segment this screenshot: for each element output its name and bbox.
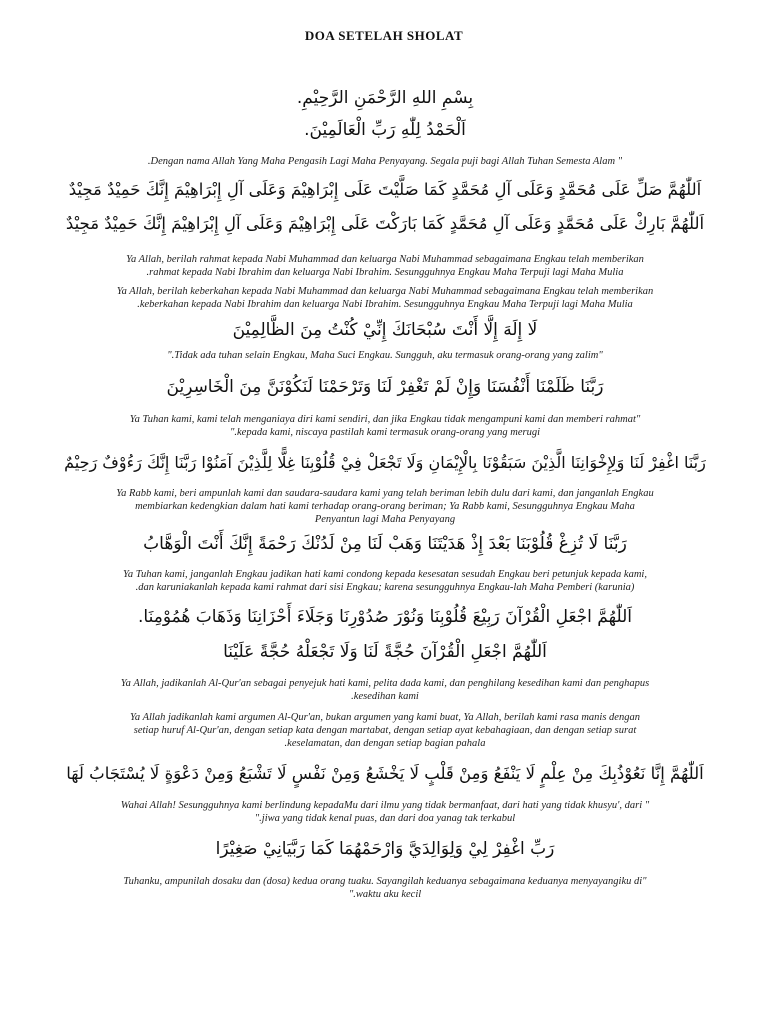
translation-line: ".waktu aku kecil <box>348 889 422 900</box>
arabic-prayer-line: بِسْمِ اللهِ الرَّحْمَنِ الرَّحِيْمِ. <box>296 88 474 108</box>
arabic-prayer-line: اَللّٰهُمَّ اجْعَلِ الْقُرْآنَ رَبِيْعَ قُلُوْبِنَا وَنُوْرَ صُدُوْرِنَا وَجَلَاءَ أَحْزَانِنَا وَذَهَابَ هُمُوْمِنَا. <box>138 607 632 627</box>
translation-line: .Dengan nama Allah Yang Maha Pengasih Lagi Maha Penyayang. Segala puji bagi Allah Tuhan Semesta Alam " <box>147 156 623 167</box>
translation-line: .dan karuniakanlah kepada kami rahmat dari sisi Engkau; karena sesungguhnya Engkau-lah Maha Pemberi (karunia) <box>135 582 635 593</box>
arabic-prayer-line: رَبَّنَا ظَلَمْنَا أَنْفُسَنَا وَإِنْ لَمْ تَغْفِرْ لَنَا وَتَرْحَمْنَا لَنَكُوْنَنَّ مِنَ الْخَاسِرِيْنَ <box>166 377 604 397</box>
translation-line: setiap huruf Al-Qur'an, dengan setiap kata dengan martabat, dengan setiap ayat kebahagiaan, dan dengan setiap surat <box>133 725 637 736</box>
translation-line: ".kepada kami, niscaya pastilah kami termasuk orang-orang yang merugi <box>229 427 541 438</box>
arabic-prayer-line: اَلْحَمْدُ لِلّٰهِ رَبِّ الْعَالَمِيْنَ. <box>304 120 466 140</box>
translation-line: ".Tidak ada tuhan selain Engkau, Maha Suci Engkau. Sungguh, aku termasuk orang-orang yang zalim" <box>167 350 603 361</box>
translation-line: membiarkan kedengkian dalam hati kami terhadap orang-orang beriman; Ya Rabb kami, Sesungguhnya Engkau Maha <box>135 501 635 512</box>
translation-line: .kesedihan kami <box>351 691 419 702</box>
translation-line: ".jiwa yang tidak kenal puas, dan dari doa yanag tak terkabul <box>254 813 516 824</box>
arabic-prayer-line: لَا إِلَهَ إِلَّا أَنْتَ سُبْحَانَكَ إِنِّيْ كُنْتُ مِنَ الظَّالِمِيْنَ <box>232 320 538 340</box>
page-title: DOA SETELAH SHOLAT <box>304 28 464 43</box>
arabic-prayer-line: رَبِّ اغْفِرْ لِيْ وَلِوَالِدَيَّ وَارْحَمْهُمَا كَمَا رَبَّيَانِيْ صَغِيْرًا <box>215 839 555 859</box>
arabic-prayer-line: اَللّٰهُمَّ صَلِّ عَلَى مُحَمَّدٍ وَعَلَى آلِ مُحَمَّدٍ كَمَا صَلَّيْتَ عَلَى إِبْرَاهِيْمَ وَعَلَى آلِ إِبْرَاهِيْمَ إِنَّكَ حَمِيْدٌ مَجِيْدٌ <box>68 180 702 199</box>
translation-line: Ya Rabb kami, beri ampunlah kami dan saudara-saudara kami yang telah beriman lebih dulu dari kami, dan janganlah Engkau <box>116 488 654 499</box>
translation-line: Ya Allah jadikanlah kami argumen Al-Qur'an, bukan argumen yang kami buat, Ya Allah, berilah kami rasa manis dengan <box>130 712 640 723</box>
translation-line: .rahmat kepada Nabi Ibrahim dan keluarga Nabi Ibrahim. Sesungguhnya Engkau Maha Terpuji lagi Maha Mulia <box>146 267 624 278</box>
arabic-prayer-line: اَللّٰهُمَّ إِنَّا نَعُوْذُبِكَ مِنْ عِلْمٍ لَا يَنْفَعُ وَمِنْ قَلْبٍ لَا يَخْشَعُ وَمِنْ نَفْسٍ لَا تَشْبَعُ وَمِنْ دَعْوَةٍ لَا يُسْتَجَابُ لَهَا <box>66 764 704 783</box>
arabic-prayer-line: اَللّٰهُمَّ اجْعَلِ الْقُرْآنَ حُجَّةً لَنَا وَلَا تَجْعَلْهُ حُجَّةً عَلَيْنَا <box>223 642 547 662</box>
translation-paragraph <box>85 799 685 825</box>
translation-line: Ya Tuhan kami, janganlah Engkau jadikan hati kami condong kepada kesesatan sesudah Engkau beri petunjuk kepada kami, <box>123 569 647 580</box>
translation-line: Ya Allah, berilah rahmat kepada Nabi Muhammad dan keluarga Nabi Muhammad sebagaimana Engkau telah memberikan <box>126 254 644 265</box>
translation-paragraph <box>85 677 685 703</box>
translation-paragraph <box>85 413 685 439</box>
translation-paragraph <box>85 253 685 279</box>
translation-paragraph <box>85 568 685 594</box>
translation-line: Penyantun lagi Maha Penyayang <box>314 514 456 525</box>
translation-line: Ya Tuhan kami, kami telah menganiaya diri kami sendiri, dan jika Engkau tidak mengampuni kami dan memberi rahmat" <box>129 414 641 425</box>
translation-line: .keberkahan kepada Nabi Ibrahim dan keluarga Nabi Ibrahim. Sesungguhnya Engkau Maha Terpuji lagi Maha Mulia <box>137 299 633 310</box>
translation-paragraph <box>85 711 685 750</box>
translation-line: Tuhanku, ampunilah dosaku dan (dosa) kedua orang tuaku. Sayangilah keduanya sebagaimana keduanya menyayangiku di" <box>123 876 647 887</box>
translation-line: Ya Allah, berilah keberkahan kepada Nabi Muhammad dan keluarga Nabi Muhammad sebagaimana Engkau telah memberikan <box>116 286 654 297</box>
translation-line: Wahai Allah! Sesungguhnya kami berlindung kepadaMu dari ilmu yang tidak bermanfaat, dari hati yang tidak khusyu', dari " <box>120 800 650 811</box>
arabic-prayer-line: اَللّٰهُمَّ بَارِكْ عَلَى مُحَمَّدٍ وَعَلَى آلِ مُحَمَّدٍ كَمَا بَارَكْتَ عَلَى إِبْرَاهِيْمَ وَعَلَى آلِ إِبْرَاهِيْمَ إِنَّكَ حَمِيْدٌ مَجِيْدٌ <box>65 214 705 233</box>
translation-paragraph <box>85 285 685 311</box>
arabic-prayer-line: رَبَّنَا لَا تُزِغْ قُلُوْبَنَا بَعْدَ إِذْ هَدَيْتَنَا وَهَبْ لَنَا مِنْ لَدُنْكَ رَحْمَةً إِنَّكَ أَنْتَ الْوَهَّابُ <box>143 534 627 554</box>
translation-line: Ya Allah, jadikanlah Al-Qur'an sebagai penyejuk hati kami, pelita dada kami, dan penghilang kesedihan kami dan penghapus <box>120 678 650 689</box>
arabic-prayer-line: رَبَّنَا اغْفِرْ لَنَا وَلِإِخْوَانِنَا الَّذِيْنَ سَبَقُوْنَا بِالْإِيْمَانِ وَلَا تَجْعَلْ فِيْ قُلُوْبِنَا غِلًّا لِلَّذِيْنَ آمَنُوْا رَبَّنَا إِنَّكَ رَءُوْفٌ رَحِيْمٌ <box>64 453 706 472</box>
translation-paragraph <box>85 155 685 168</box>
translation-line: .keselamatan, dan dengan setiap bagian pahala <box>284 738 486 749</box>
translation-paragraph <box>85 875 685 901</box>
translation-paragraph <box>85 487 685 526</box>
translation-paragraph <box>85 349 685 362</box>
